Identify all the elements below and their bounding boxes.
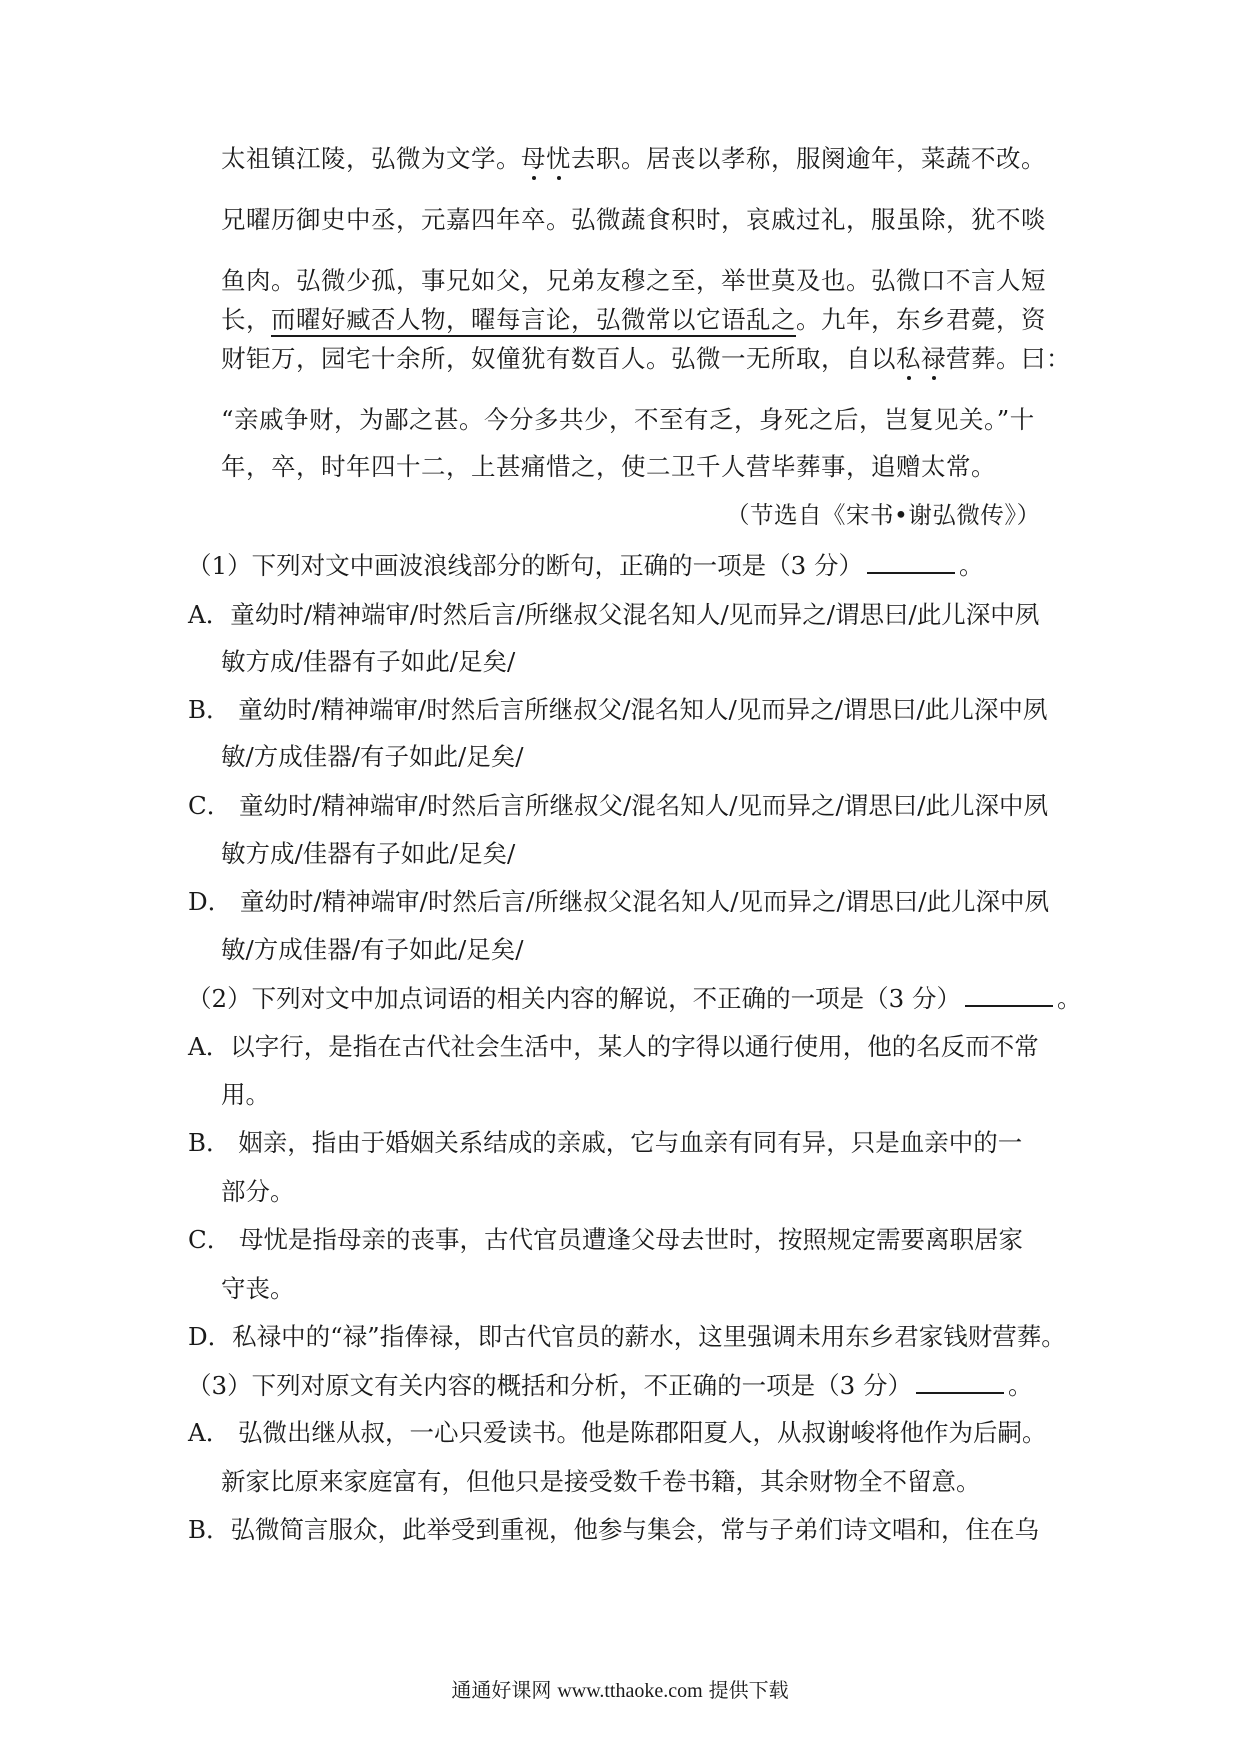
q2-option-a: A．以字行，是指在古代社会生活中，某人的字得以通行使用，他的名反而不常 xyxy=(188,1032,1039,1061)
q3-option-a-cont: 新家比原来家庭富有，但他只是接受数千卷书籍，其余财物全不留意。 xyxy=(221,1467,981,1496)
q3-option-b: B．弘微简言服众，此举受到重视，他参与集会，常与子弟们诗文唱和，住在乌 xyxy=(188,1515,1040,1544)
passage-source: （节选自《宋书•谢弘微传》） xyxy=(726,501,1041,529)
q3-option-a: A． 弘微出继从叔，一心只爱读书。他是陈郡阳夏人，从叔谢峻将他作为后嗣。 xyxy=(188,1418,1047,1447)
page-footer xyxy=(0,1677,1240,1704)
question-text: （3）下列对原文有关内容的概括和分析，不正确的一项是（3 分） xyxy=(187,1371,912,1400)
q2-option-a-cont: 用。 xyxy=(221,1080,270,1109)
text: 长， xyxy=(221,305,271,334)
q1-option-d-cont: 敏/方成佳器/有子如此/足矣/ xyxy=(221,935,524,964)
text: 。 xyxy=(1056,984,1082,1013)
q1-option-a-cont: 敏方成/佳器有子如此/足矣/ xyxy=(221,647,516,676)
passage-line-3: 鱼肉。弘微少孤，事兄如父，兄弟友穆之至，举世莫及也。弘微口不言人短 xyxy=(221,266,1046,295)
footer-site-name: 通通好课网 xyxy=(451,1678,552,1702)
q1-option-a: A．童幼时/精神端审/时然后言/所继叔父混名知人/见而异之/谓思曰/此儿深中夙 xyxy=(188,600,1040,629)
answer-blank xyxy=(916,1370,1004,1394)
q1-option-b-cont: 敏/方成佳器/有子如此/足矣/ xyxy=(221,742,524,771)
text: 。九年，东乡君薨，资 xyxy=(796,305,1046,334)
q1-option-b: B． 童幼时/精神端审/时然后言所继叔父/混名知人/见而异之/谓思曰/此儿深中夙 xyxy=(188,695,1048,724)
q2-option-c: C． 母忧是指母亲的丧事，古代官员遭逢父母去世时，按照规定需要离职居家 xyxy=(188,1225,1024,1254)
answer-blank xyxy=(867,550,955,574)
text: 。 xyxy=(958,551,984,580)
passage-line-6: “亲戚争财，为鄙之甚。今分多共少，不至有乏，身死之后，岂复见关。”十 xyxy=(221,405,1035,434)
dotted-char: 忧 xyxy=(546,144,571,173)
q1-option-c-cont: 敏方成/佳器有子如此/足矣/ xyxy=(221,839,516,868)
q2-option-b-cont: 部分。 xyxy=(221,1177,295,1206)
passage-line-4 xyxy=(221,305,1046,335)
q1-option-c: C． 童幼时/精神端审/时然后言所继叔父/混名知人/见而异之/谓思曰/此儿深中夙 xyxy=(188,791,1049,820)
dotted-char: 禄 xyxy=(921,344,946,373)
question-text: （2）下列对文中加点词语的相关内容的解说，不正确的一项是（3 分） xyxy=(187,984,961,1013)
q1-option-d: D． 童幼时/精神端审/时然后言/所继叔父混名知人/见而异之/谓思曰/此儿深中夙 xyxy=(188,887,1049,916)
passage-line-7: 年，卒，时年四十二，上甚痛惜之，使二卫千人营毕葬事，追赠太常。 xyxy=(221,452,996,481)
dotted-char: 私 xyxy=(896,344,921,373)
question-1-stem xyxy=(187,550,983,581)
text: 财钜万，园宅十余所，奴僮犹有数百人。弘微一无所取，自以 xyxy=(221,344,896,373)
text: 去职。居丧以孝称，服阕逾年，菜蔬不改。 xyxy=(571,144,1046,173)
underlined-sentence: 而曜好臧否人物，曜每言论，弘微常以它语乱之 xyxy=(271,305,796,337)
passage-line-1 xyxy=(221,144,1046,174)
passage-line-2: 兄曜历御史中丞，元嘉四年卒。弘微蔬食积时，哀戚过礼，服虽除，犹不啖 xyxy=(221,205,1046,234)
question-text: （1）下列对文中画波浪线部分的断句，正确的一项是（3 分） xyxy=(187,551,863,580)
text: 。 xyxy=(1007,1371,1033,1400)
q2-option-d: D．私禄中的“禄”指俸禄，即古代官员的薪水，这里强调未用东乡君家钱财营葬。 xyxy=(188,1322,1066,1351)
passage-line-5 xyxy=(221,344,1071,374)
footer-suffix: 提供下载 xyxy=(708,1678,789,1702)
text: 营葬。曰： xyxy=(946,344,1071,373)
answer-blank xyxy=(965,983,1053,1007)
question-3-stem xyxy=(187,1370,1032,1401)
q2-option-b: B． 姻亲，指由于婚姻关系结成的亲戚，它与血亲有同有异，只是血亲中的一 xyxy=(188,1128,1023,1157)
footer-url: www.tthaoke.com xyxy=(557,1680,703,1702)
q2-option-c-cont: 守丧。 xyxy=(221,1274,295,1303)
text: 太祖镇江陵，弘微为文学。 xyxy=(221,144,521,173)
dotted-char: 母 xyxy=(521,144,546,173)
question-2-stem xyxy=(187,983,1081,1014)
